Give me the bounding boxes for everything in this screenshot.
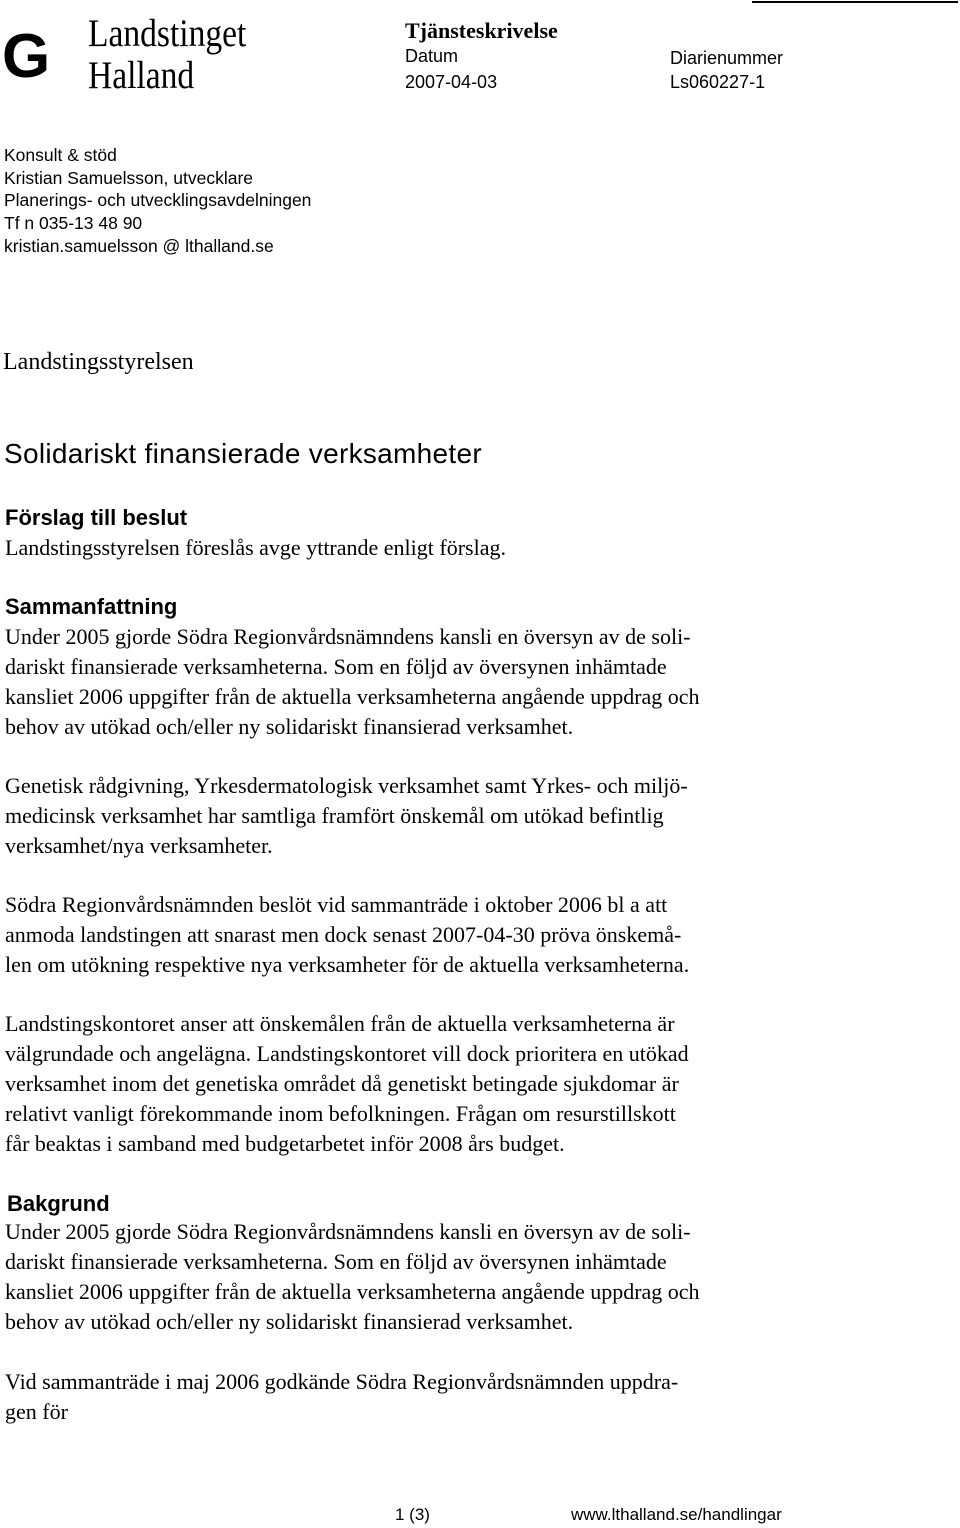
- text-line: Landstingskontoret anser att önskemålen från de aktuella verksamheterna är: [5, 1011, 675, 1036]
- text-line: Under 2005 gjorde Södra Regionvårdsnämndens kansli en översyn av de soli-: [5, 624, 691, 649]
- text-line: gen för: [5, 1399, 68, 1424]
- text-line: behov av utökad och/eller ny solidariskt finansierad verksamhet.: [5, 1309, 574, 1334]
- text-line: anmoda landstingen att snarast men dock senast 2007-04-30 pröva önskemå-: [5, 922, 682, 947]
- text-line: medicinsk verksamhet har samtliga framfört önskemål om utökad befintlig: [5, 803, 664, 828]
- text-line: Södra Regionvårdsnämnden beslöt vid sammanträde i oktober 2006 bl a att: [5, 892, 668, 917]
- text-line: len om utökning respektive nya verksamheter för de aktuella verksamheterna.: [5, 952, 690, 977]
- page-number: 1 (3): [395, 1505, 430, 1524]
- logo-mark: G: [2, 22, 49, 91]
- proposal-line: Landstingsstyrelsen föreslås avge yttrande enligt förslag.: [5, 535, 506, 560]
- diary-label: Diarienummer: [670, 48, 784, 68]
- logo-text-line2: Halland: [88, 54, 195, 97]
- background-paragraph-2: [5, 1367, 835, 1427]
- document-title: Solidariskt finansierade verksamheter: [4, 438, 482, 469]
- footer-url[interactable]: www.lthalland.se/handlingar: [571, 1505, 782, 1524]
- summary-paragraph-2: [5, 771, 835, 861]
- sender-department: Planerings- och utvecklingsavdelningen: [4, 190, 312, 211]
- logo-text-line1: Landstinget: [88, 12, 247, 55]
- text-line: Vid sammanträde i maj 2006 godkände Södra Regionvårdsnämnden uppdra-: [5, 1369, 679, 1394]
- background-paragraph-1: [5, 1217, 835, 1337]
- text-line: Under 2005 gjorde Södra Regionvårdsnämndens kansli en översyn av de soli-: [5, 1219, 691, 1244]
- text-line: kansliet 2006 uppgifter från de aktuella verksamheterna angående uppdrag och: [5, 1279, 700, 1304]
- document-type: Tjänsteskrivelse: [405, 18, 558, 43]
- summary-heading: Sammanfattning: [5, 594, 178, 619]
- text-line: dariskt finansierade verksamheterna. Som en följd av översynen inhämtade: [5, 1249, 667, 1274]
- proposal-text: [5, 533, 835, 563]
- text-line: får beaktas i samband med budgetarbetet inför 2008 års budget.: [5, 1131, 565, 1156]
- summary-paragraph-4: [5, 1009, 835, 1159]
- text-line: Genetisk rådgivning, Yrkesdermatologisk verksamhet samt Yrkes- och miljö-: [5, 773, 688, 798]
- sender-unit: Konsult & stöd: [4, 145, 117, 165]
- background-heading: Bakgrund: [7, 1191, 110, 1216]
- text-line: kansliet 2006 uppgifter från de aktuella verksamheterna angående uppdrag och: [5, 684, 700, 709]
- text-line: dariskt finansierade verksamheterna. Som en följd av översynen inhämtade: [5, 654, 667, 679]
- sender-email: kristian.samuelsson @ lthalland.se: [4, 235, 274, 256]
- text-line: verksamhet/nya verksamheter.: [5, 833, 273, 858]
- date-value: 2007-04-03: [405, 72, 498, 92]
- text-line: relativt vanligt förekommande inom befolkningen. Frågan om resurstillskott: [5, 1101, 676, 1126]
- diary-value: Ls060227-1: [670, 72, 766, 92]
- sender-block: [4, 144, 311, 258]
- text-line: välgrundade och angelägna. Landstingskontoret vill dock prioritera en utökad: [5, 1041, 689, 1066]
- sender-name: Kristian Samuelsson, utvecklare: [4, 167, 253, 188]
- summary-paragraph-3: [5, 890, 835, 980]
- sender-phone: Tf n 035-13 48 90: [4, 213, 143, 234]
- recipient: Landstingsstyrelsen: [3, 349, 194, 375]
- header-rule: [752, 1, 958, 3]
- text-line: behov av utökad och/eller ny solidariskt finansierad verksamhet.: [5, 714, 574, 739]
- summary-paragraph-1: [5, 622, 835, 742]
- text-line: verksamhet inom det genetiska området då genetiskt betingade sjukdomar är: [5, 1071, 679, 1096]
- proposal-heading: Förslag till beslut: [5, 505, 188, 530]
- date-label: Datum: [405, 46, 459, 66]
